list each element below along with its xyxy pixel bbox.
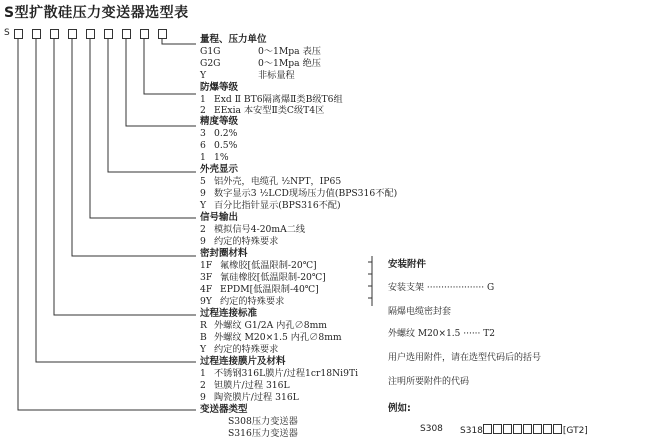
option-row: B 外螺纹 M20×1.5 内孔∅8mm (200, 332, 342, 343)
option-row: Y 约定的特殊要求 (200, 344, 279, 355)
group-heading-housing: 外壳显示 (200, 164, 239, 175)
group-heading-connection: 过程连接标准 (200, 308, 258, 319)
example-code-box (493, 424, 502, 434)
accessory-note: 用户选用附件，请在选型代码后的括号 (388, 353, 542, 363)
option-row: 9 陶瓷膜片/过程 316L (200, 392, 299, 403)
option-row: S316压力变送器 (228, 428, 298, 439)
option-row: G1G 0～1Mpa 表压 (200, 46, 321, 57)
option-row: 1 Exd Ⅱ BT6隔离爆Ⅱ类B级T6组 (200, 94, 343, 105)
example-model-b-prefix: S318 (460, 426, 483, 436)
option-row: R 外螺纹 G1/2A 内孔∅8mm (200, 320, 327, 331)
option-row: 6 0.5% (200, 140, 238, 151)
example-code-box (543, 424, 552, 434)
accessory-item: 安装支架 ···················· G (388, 283, 495, 293)
group-heading-explosion: 防爆等级 (200, 82, 239, 93)
option-row: Y 百分比指针显示(BPS316不配) (200, 200, 341, 211)
example-code-box (483, 424, 492, 434)
option-row: 4F EPDM[低温限制-40℃] (200, 284, 319, 295)
option-row: S308压力变送器 (228, 416, 298, 427)
option-row: 5 铝外壳，电缆孔 ½NPT，IP65 (200, 176, 342, 187)
accessory-item: 隔爆电缆密封套 (388, 307, 452, 317)
example-code-box (553, 424, 562, 434)
example-model-b (460, 424, 588, 436)
group-heading-diaphragm: 过程连接膜片及材料 (200, 356, 286, 367)
group-heading-signal: 信号输出 (200, 212, 239, 223)
group-heading-accuracy: 精度等级 (200, 116, 239, 127)
option-row: 9 约定的特殊要求 (200, 236, 279, 247)
option-row: 3 0.2% (200, 128, 238, 139)
example-label: 例如: (388, 403, 411, 414)
option-row: Y 非标量程 (200, 70, 295, 81)
option-row: 3F 氰硅橡胶[低温限制-20℃] (200, 272, 326, 283)
accessories-heading: 安装附件 (388, 259, 427, 270)
example-suffix: [GT2] (562, 426, 588, 436)
page-title: S型扩散硅压力变送器选型表 (4, 5, 189, 21)
group-heading-type: 变送器类型 (200, 404, 248, 415)
example-code-box (503, 424, 512, 434)
option-row: 9Y 约定的特殊要求 (200, 296, 285, 307)
option-row: 2 EExia 本安型Ⅱ类C级T4区 (200, 105, 325, 116)
option-row: G2G 0～1Mpa 绝压 (200, 58, 321, 69)
example-code-box (523, 424, 532, 434)
option-row: 1F 氟橡胶[低温限制-20℃] (200, 260, 317, 271)
option-row: 2 模拟信号4-20mA二线 (200, 224, 306, 235)
option-row: 9 数字显示3 ½LCD现场压力值(BPS316不配) (200, 188, 398, 199)
accessory-note: 注明所要附件的代码 (388, 377, 470, 387)
code-prefix: S (4, 28, 10, 38)
option-row: 1 不锈钢316L膜片/过程1cr18Ni9Ti (200, 368, 359, 379)
example-model-a: S308 (420, 424, 443, 434)
accessory-item: 外螺纹 M20×1.5 ······ T2 (388, 329, 495, 339)
group-heading-seal: 密封圈材料 (200, 248, 248, 259)
group-heading-range: 量程、压力单位 (200, 34, 267, 45)
example-code-box (513, 424, 522, 434)
option-row: 2 钽膜片/过程 316L (200, 380, 290, 391)
option-row: 1 1% (200, 152, 229, 163)
example-code-box (533, 424, 542, 434)
